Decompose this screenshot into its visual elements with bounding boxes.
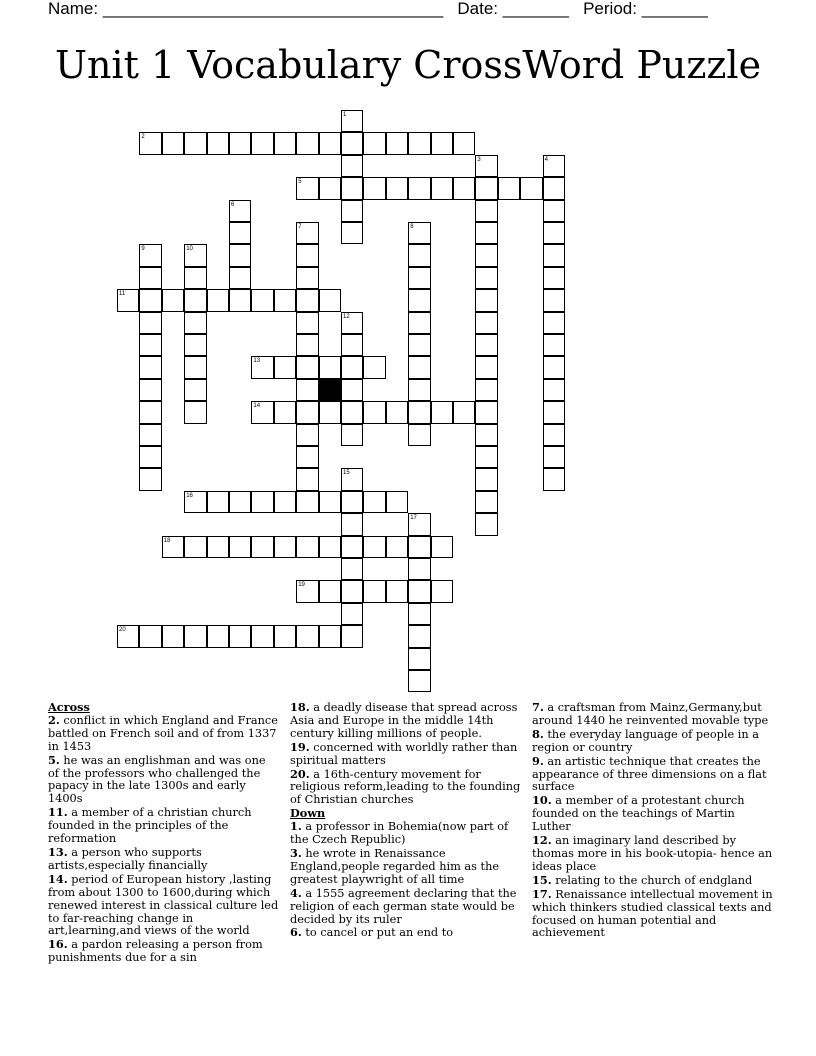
clue-text: a deadly disease that spread across Asia and Europe in the middle 14th century killing millions of people. bbox=[290, 701, 518, 740]
clue-number: 20. bbox=[290, 766, 310, 781]
grid-cell[interactable] bbox=[363, 132, 385, 154]
clue-number-16: 16 bbox=[186, 492, 193, 499]
grid-cell[interactable] bbox=[408, 379, 430, 401]
clue-number: 18. bbox=[290, 700, 310, 714]
clue-number: 10. bbox=[532, 793, 552, 808]
grid-cell[interactable] bbox=[431, 132, 453, 154]
grid-cell[interactable] bbox=[475, 491, 497, 513]
grid-cell[interactable] bbox=[408, 536, 430, 558]
grid-cell[interactable] bbox=[184, 356, 206, 378]
grid-cell[interactable] bbox=[408, 267, 430, 289]
clue-text: relating to the church of endgland bbox=[551, 873, 753, 887]
grid-cell[interactable] bbox=[296, 312, 318, 334]
grid-cell[interactable] bbox=[386, 401, 408, 423]
grid-cell[interactable] bbox=[543, 401, 565, 423]
clue-text: the everyday language of people in a region or country bbox=[532, 727, 759, 754]
grid-cell[interactable] bbox=[139, 356, 161, 378]
grid-cell[interactable] bbox=[184, 267, 206, 289]
grid-cell[interactable] bbox=[319, 580, 341, 602]
clue-item bbox=[532, 755, 774, 795]
grid-cell[interactable] bbox=[229, 222, 251, 244]
grid-cell[interactable] bbox=[341, 334, 363, 356]
grid-cell[interactable] bbox=[229, 267, 251, 289]
grid-cell[interactable] bbox=[475, 513, 497, 535]
grid-cell[interactable] bbox=[386, 580, 408, 602]
clue-number-15: 15 bbox=[343, 470, 350, 477]
grid-cell[interactable] bbox=[139, 468, 161, 490]
grid-cell[interactable] bbox=[453, 177, 475, 199]
grid-cell[interactable] bbox=[341, 424, 363, 446]
grid-cell[interactable] bbox=[341, 200, 363, 222]
clue-text: a person who supports artists,especially financially bbox=[48, 845, 208, 872]
grid-cell[interactable] bbox=[139, 424, 161, 446]
grid-cell[interactable] bbox=[184, 536, 206, 558]
grid-cell[interactable] bbox=[229, 491, 251, 513]
grid-cell[interactable] bbox=[139, 334, 161, 356]
grid-cell[interactable] bbox=[251, 289, 273, 311]
grid-cell[interactable] bbox=[431, 177, 453, 199]
clue-text: a member of a christian church founded in the principles of the reformation bbox=[48, 806, 252, 846]
clue-item bbox=[48, 714, 280, 754]
grid-cell[interactable] bbox=[296, 491, 318, 513]
grid-cell[interactable] bbox=[296, 536, 318, 558]
clue-number: 13. bbox=[48, 844, 68, 859]
grid-cell[interactable] bbox=[274, 132, 296, 154]
grid-cell[interactable] bbox=[341, 558, 363, 580]
grid-cell[interactable] bbox=[296, 401, 318, 423]
grid-cell[interactable] bbox=[184, 625, 206, 647]
grid-cell[interactable] bbox=[475, 177, 497, 199]
grid-cell[interactable] bbox=[341, 379, 363, 401]
grid-cell[interactable] bbox=[184, 289, 206, 311]
grid-cell[interactable] bbox=[408, 312, 430, 334]
grid-cell[interactable] bbox=[139, 289, 161, 311]
grid-cell[interactable] bbox=[341, 491, 363, 513]
grid-cell[interactable] bbox=[319, 289, 341, 311]
clue-number-8: 8 bbox=[410, 224, 414, 230]
grid-cell[interactable] bbox=[184, 132, 206, 154]
clue-text: period of European history ,lasting from about 1300 to 1600,during which renewed interest in classical culture led to far-reaching change in art,learning,and views of the world bbox=[48, 872, 279, 938]
grid-cell[interactable] bbox=[475, 267, 497, 289]
clue-item bbox=[290, 926, 524, 940]
grid-cell[interactable] bbox=[162, 132, 184, 154]
grid-cell[interactable] bbox=[431, 580, 453, 602]
grid-cell[interactable] bbox=[408, 603, 430, 625]
grid-cell[interactable] bbox=[184, 379, 206, 401]
grid-cell[interactable] bbox=[408, 132, 430, 154]
clue-number-4: 4 bbox=[544, 156, 548, 163]
grid-cell[interactable] bbox=[520, 177, 542, 199]
clue-text: an imaginary land described by thomas more in his book-utopia- hence an ideas place bbox=[532, 834, 773, 873]
grid-cell[interactable] bbox=[319, 491, 341, 513]
grid-cell[interactable] bbox=[386, 536, 408, 558]
grid-cell[interactable] bbox=[453, 132, 475, 154]
clue-number-5: 5 bbox=[298, 179, 302, 186]
clue-number: 11. bbox=[48, 805, 68, 820]
grid-cell[interactable] bbox=[408, 401, 430, 423]
clue-number: 1. bbox=[290, 819, 302, 834]
grid-cell[interactable] bbox=[543, 334, 565, 356]
grid-cell[interactable] bbox=[207, 625, 229, 647]
grid-cell[interactable] bbox=[162, 625, 184, 647]
clue-item bbox=[48, 873, 280, 939]
grid-cell[interactable] bbox=[408, 244, 430, 266]
grid-cell[interactable] bbox=[363, 536, 385, 558]
grid-cell[interactable] bbox=[475, 401, 497, 423]
clue-number: 9. bbox=[532, 753, 544, 768]
grid-cell[interactable] bbox=[229, 132, 251, 154]
grid-cell[interactable] bbox=[543, 200, 565, 222]
clue-number-12: 12 bbox=[343, 313, 350, 320]
clue-text: an artistic technique that creates the appearance of three dimensions on a flat surface bbox=[532, 754, 767, 794]
grid-cell[interactable] bbox=[319, 132, 341, 154]
grid-cell[interactable] bbox=[296, 132, 318, 154]
grid-cell[interactable] bbox=[341, 222, 363, 244]
grid-cell[interactable] bbox=[386, 491, 408, 513]
clue-number: 3. bbox=[290, 845, 302, 860]
grid-cell[interactable] bbox=[251, 625, 273, 647]
grid-cell[interactable] bbox=[363, 356, 385, 378]
grid-cell[interactable] bbox=[341, 603, 363, 625]
grid-cell[interactable] bbox=[296, 446, 318, 468]
clue-number: 6. bbox=[290, 925, 302, 940]
grid-cell[interactable] bbox=[543, 446, 565, 468]
clue-item bbox=[290, 887, 524, 927]
grid-cell[interactable] bbox=[319, 401, 341, 423]
grid-cell[interactable] bbox=[207, 536, 229, 558]
grid-cell[interactable] bbox=[431, 536, 453, 558]
clue-number-7: 7 bbox=[298, 224, 302, 230]
clue-item bbox=[290, 741, 524, 768]
grid-cell[interactable] bbox=[341, 513, 363, 535]
grid-cell[interactable] bbox=[341, 155, 363, 177]
clue-number-19: 19 bbox=[298, 582, 305, 589]
grid-cell[interactable] bbox=[184, 312, 206, 334]
clue-number: 2. bbox=[48, 712, 60, 727]
clue-number-18: 18 bbox=[163, 537, 171, 544]
clue-number-17: 17 bbox=[410, 515, 417, 522]
clue-text: a craftsman from Mainz,Germany,but around 1440 he reinvented movable type bbox=[532, 701, 769, 727]
clue-text: a pardon releasing a person from punishments due for a sin bbox=[48, 938, 263, 965]
clue-text: conflict in which England and France battled on French soil and of from 1337 in 1453 bbox=[48, 713, 278, 753]
clue-item bbox=[290, 847, 524, 887]
grid-cell[interactable] bbox=[274, 536, 296, 558]
grid-cell[interactable] bbox=[341, 356, 363, 378]
grid-cell[interactable] bbox=[543, 356, 565, 378]
grid-cell[interactable] bbox=[296, 267, 318, 289]
grid-cell[interactable] bbox=[408, 670, 430, 692]
grid-cell[interactable] bbox=[184, 401, 206, 423]
grid-cell[interactable] bbox=[543, 267, 565, 289]
clue-item bbox=[532, 794, 774, 834]
grid-cell[interactable] bbox=[408, 424, 430, 446]
grid-cell[interactable] bbox=[184, 334, 206, 356]
grid-cell[interactable] bbox=[386, 132, 408, 154]
grid-cell[interactable] bbox=[274, 356, 296, 378]
clue-item bbox=[290, 701, 524, 741]
clue-text: Renaissance intellectual movement in which thinkers studied classical texts and focused on human potential and achievement bbox=[532, 887, 773, 940]
clue-item bbox=[532, 728, 774, 755]
grid-cell[interactable] bbox=[453, 401, 475, 423]
clue-item bbox=[48, 806, 280, 846]
grid-cell[interactable] bbox=[431, 401, 453, 423]
grid-cell[interactable] bbox=[543, 289, 565, 311]
grid-cell[interactable] bbox=[543, 379, 565, 401]
clue-number-11: 11 bbox=[119, 291, 126, 298]
date-label: Date: bbox=[457, 0, 498, 18]
grid-cell[interactable] bbox=[319, 625, 341, 647]
grid-cell[interactable] bbox=[341, 580, 363, 602]
clue-number: 14. bbox=[48, 871, 68, 886]
grid-cell[interactable] bbox=[408, 625, 430, 647]
clue-text: to cancel or put an end to bbox=[301, 926, 454, 940]
clue-text: a 1555 agreement declaring that the religion of each german state would be decided by its ruler bbox=[290, 886, 517, 926]
grid-cell[interactable] bbox=[475, 446, 497, 468]
grid-cell[interactable] bbox=[162, 289, 184, 311]
grid-cell[interactable] bbox=[296, 289, 318, 311]
grid-cell[interactable] bbox=[207, 289, 229, 311]
section-heading: Down bbox=[290, 806, 326, 821]
grid-cell[interactable] bbox=[296, 379, 318, 401]
clue-number: 5. bbox=[48, 752, 60, 767]
clue-number-14: 14 bbox=[253, 403, 261, 410]
clue-number: 17. bbox=[532, 886, 552, 901]
grid-cell[interactable] bbox=[475, 424, 497, 446]
grid-cell[interactable] bbox=[475, 289, 497, 311]
grid-cell[interactable] bbox=[475, 379, 497, 401]
grid-cell[interactable] bbox=[341, 132, 363, 154]
grid-cell[interactable] bbox=[251, 132, 273, 154]
grid-cell[interactable] bbox=[341, 177, 363, 199]
grid-cell[interactable] bbox=[319, 536, 341, 558]
clue-item bbox=[48, 938, 280, 965]
name-field[interactable]: ____________________________________ bbox=[102, 0, 444, 18]
grid-cell[interactable] bbox=[296, 424, 318, 446]
grid-cell[interactable] bbox=[408, 334, 430, 356]
date-field[interactable]: _______ bbox=[502, 0, 569, 18]
grid-cell[interactable] bbox=[139, 267, 161, 289]
grid-cell[interactable] bbox=[498, 177, 520, 199]
clue-number-13: 13 bbox=[253, 358, 261, 365]
grid-cell[interactable] bbox=[475, 312, 497, 334]
clue-number-6: 6 bbox=[231, 201, 235, 208]
clue-text: he was an englishman and was one of the professors who challenged the papacy in the late 1300s and early 1400s bbox=[48, 753, 266, 806]
grid-cell[interactable] bbox=[251, 536, 273, 558]
grid-cell[interactable] bbox=[207, 491, 229, 513]
grid-cell[interactable] bbox=[139, 312, 161, 334]
grid-cell[interactable] bbox=[408, 558, 430, 580]
grid-cell[interactable] bbox=[296, 468, 318, 490]
grid-cell[interactable] bbox=[363, 177, 385, 199]
clue-number-3: 3 bbox=[477, 156, 481, 163]
grid-cell[interactable] bbox=[475, 468, 497, 490]
grid-cell[interactable] bbox=[543, 312, 565, 334]
grid-cell[interactable] bbox=[341, 536, 363, 558]
clue-number-2: 2 bbox=[141, 134, 145, 141]
grid-cell[interactable] bbox=[475, 356, 497, 378]
grid-cell[interactable] bbox=[408, 356, 430, 378]
clue-text: a member of a protestant church founded on the teachings of Martin Luther bbox=[532, 794, 745, 834]
grid-cell[interactable] bbox=[475, 334, 497, 356]
clue-item bbox=[290, 820, 524, 847]
clue-item bbox=[532, 874, 774, 888]
clue-item bbox=[532, 834, 774, 874]
clue-number: 7. bbox=[532, 700, 544, 714]
grid-cell[interactable] bbox=[229, 625, 251, 647]
grid-cell[interactable] bbox=[408, 177, 430, 199]
clue-text: a professor in Bohemia(now part of the Czech Republic) bbox=[290, 820, 509, 847]
clue-number: 12. bbox=[532, 833, 552, 848]
grid-cell[interactable] bbox=[229, 244, 251, 266]
clue-item bbox=[48, 754, 280, 807]
grid-cell[interactable] bbox=[274, 401, 296, 423]
grid-cell[interactable] bbox=[363, 580, 385, 602]
grid-cell[interactable] bbox=[543, 424, 565, 446]
clue-number-10: 10 bbox=[186, 246, 193, 253]
grid-cell[interactable] bbox=[296, 244, 318, 266]
grid-cell[interactable] bbox=[207, 132, 229, 154]
grid-cell[interactable] bbox=[274, 491, 296, 513]
grid-cell[interactable] bbox=[475, 200, 497, 222]
clues-column-2 bbox=[290, 701, 524, 940]
grid-cell[interactable] bbox=[363, 401, 385, 423]
grid-cell[interactable] bbox=[274, 289, 296, 311]
clue-text: he wrote in Renaissance England,people regarded him as the greatest playwright of all time bbox=[290, 846, 500, 886]
grid-cell[interactable] bbox=[543, 222, 565, 244]
clue-number: 19. bbox=[290, 739, 310, 754]
clue-text: concerned with worldly rather than spiritual matters bbox=[290, 740, 518, 767]
grid-cell[interactable] bbox=[319, 177, 341, 199]
grid-cell[interactable] bbox=[139, 446, 161, 468]
name-label: Name: bbox=[48, 0, 99, 18]
black-cell bbox=[319, 379, 341, 401]
grid-cell[interactable] bbox=[296, 625, 318, 647]
grid-cell[interactable] bbox=[229, 536, 251, 558]
grid-cell[interactable] bbox=[341, 625, 363, 647]
grid-cell[interactable] bbox=[408, 580, 430, 602]
clue-number-9: 9 bbox=[141, 246, 145, 253]
section-heading: Across bbox=[48, 700, 90, 714]
grid-cell[interactable] bbox=[386, 177, 408, 199]
grid-cell[interactable] bbox=[475, 244, 497, 266]
clue-item bbox=[532, 888, 774, 941]
page-title: Unit 1 Vocabulary CrossWord Puzzle bbox=[54, 43, 762, 87]
clue-number-1: 1 bbox=[343, 112, 347, 118]
clues-column-1 bbox=[48, 701, 280, 965]
grid-cell[interactable] bbox=[319, 356, 341, 378]
period-label: Period: bbox=[583, 0, 637, 18]
clue-number: 16. bbox=[48, 937, 68, 952]
grid-cell[interactable] bbox=[543, 244, 565, 266]
clue-item bbox=[290, 768, 524, 808]
clue-item bbox=[532, 701, 774, 728]
grid-cell[interactable] bbox=[139, 379, 161, 401]
grid-cell[interactable] bbox=[363, 491, 385, 513]
clue-number-20: 20 bbox=[119, 627, 126, 634]
clue-item bbox=[48, 846, 280, 873]
grid-cell[interactable] bbox=[543, 468, 565, 490]
grid-cell[interactable] bbox=[251, 491, 273, 513]
grid-cell[interactable] bbox=[296, 334, 318, 356]
period-field[interactable]: _______ bbox=[641, 0, 708, 18]
grid-cell[interactable] bbox=[139, 625, 161, 647]
grid-cell[interactable] bbox=[139, 401, 161, 423]
grid-cell[interactable] bbox=[296, 356, 318, 378]
clue-number: 8. bbox=[532, 726, 544, 741]
grid-cell[interactable] bbox=[229, 289, 251, 311]
grid-cell[interactable] bbox=[341, 401, 363, 423]
clue-text: a 16th-century movement for religious reform,leading to the founding of Christian churches bbox=[290, 767, 521, 807]
clues-column-3 bbox=[532, 701, 774, 940]
grid-cell[interactable] bbox=[408, 648, 430, 670]
grid-cell[interactable] bbox=[543, 177, 565, 199]
grid-cell[interactable] bbox=[408, 289, 430, 311]
grid-cell[interactable] bbox=[475, 222, 497, 244]
clue-number: 15. bbox=[532, 872, 552, 887]
grid-cell[interactable] bbox=[274, 625, 296, 647]
clue-number: 4. bbox=[290, 885, 302, 900]
